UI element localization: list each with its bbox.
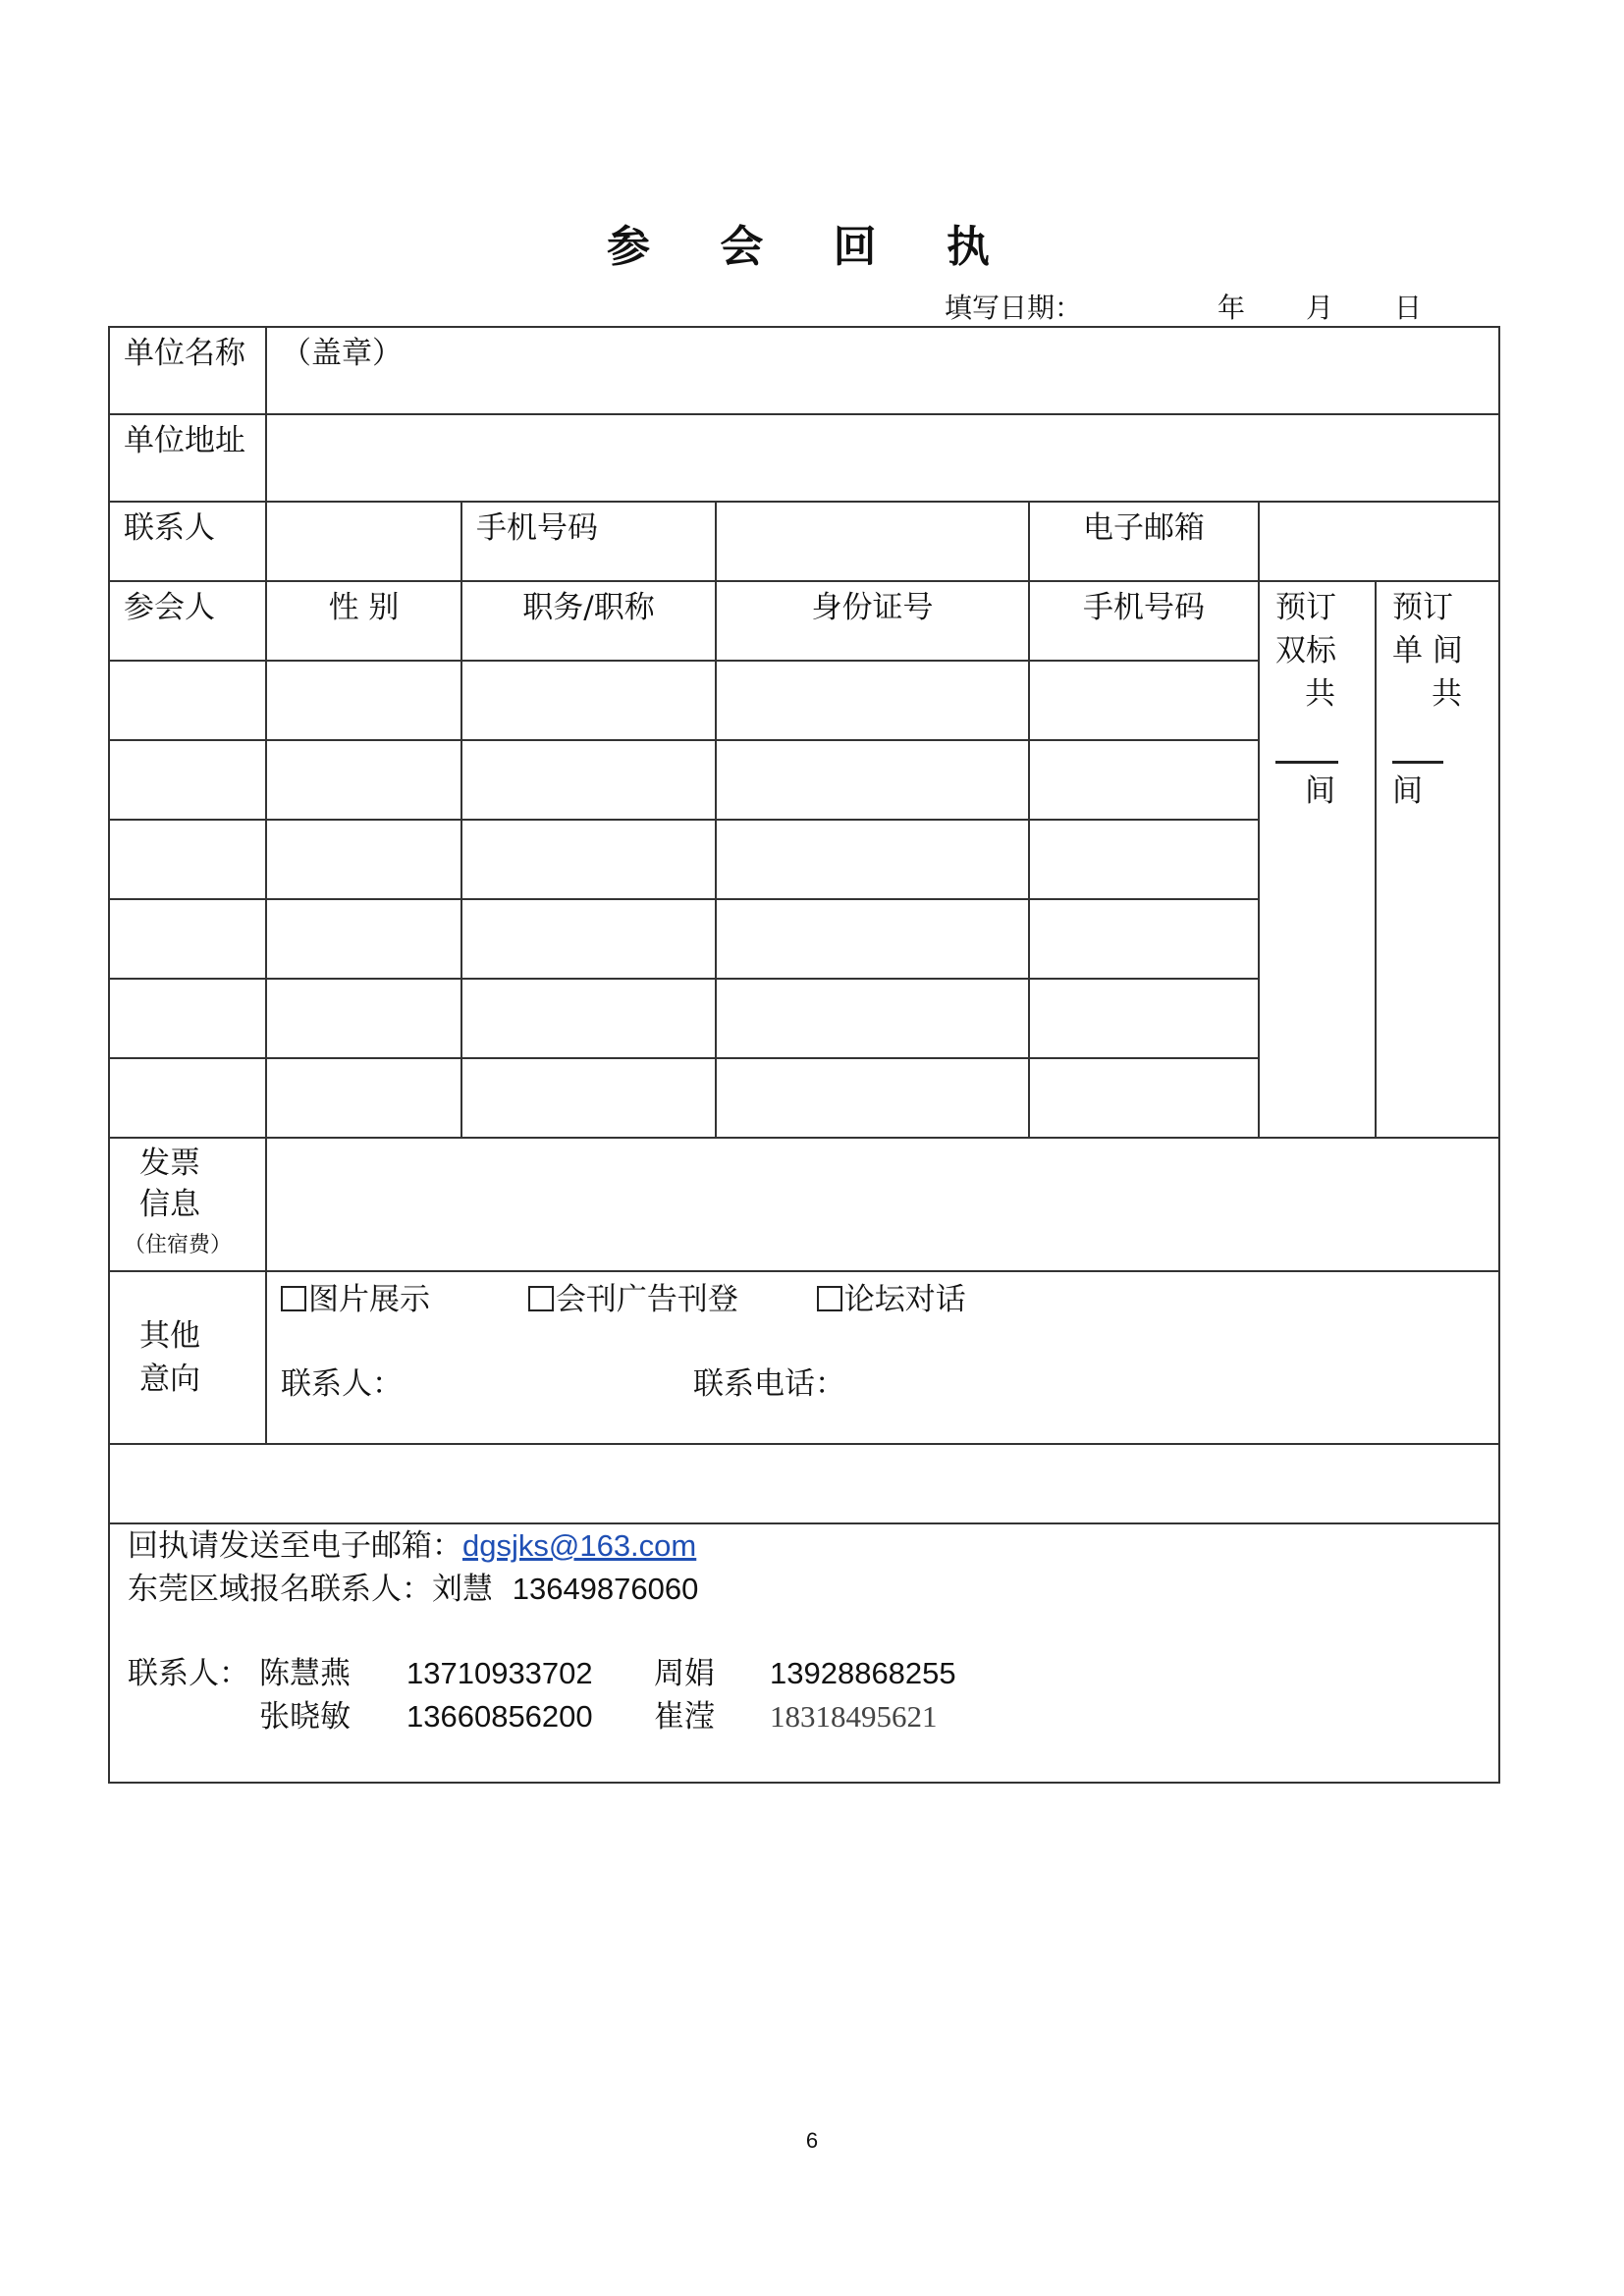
other-contact-label: 联系人： [281, 1366, 403, 1402]
invoice-row [109, 1138, 1499, 1271]
id-number-header: 身份证号 [716, 581, 1029, 661]
invoice-label-line2: 信息 [139, 1187, 200, 1222]
invoice-field[interactable] [266, 1138, 1499, 1271]
double-room-line3: 共 [1305, 676, 1335, 712]
attendee-position-cell[interactable] [461, 820, 716, 899]
date-label: 填写日期： [945, 292, 1083, 324]
attendee-position-cell[interactable] [461, 979, 716, 1058]
contact-email-label: 电子邮箱 [1029, 502, 1259, 581]
contact-name: 张晓敏 [259, 1699, 351, 1735]
single-room-line3: 共 [1432, 676, 1462, 712]
blank-row [109, 1444, 1499, 1523]
double-room-unit: 间 [1305, 774, 1335, 809]
double-room-line1: 预订 [1275, 590, 1336, 625]
date-year: 年 [1218, 292, 1246, 324]
contact-name: 陈慧燕 [259, 1656, 351, 1691]
attendee-gender-cell[interactable] [266, 979, 461, 1058]
checkbox-icon[interactable] [528, 1286, 554, 1311]
blank-field[interactable] [109, 1444, 1499, 1523]
attendee-header: 参会人 [109, 581, 266, 661]
unit-name-row [109, 327, 1499, 414]
attendee-id-cell[interactable] [716, 820, 1029, 899]
attendee-name-cell[interactable] [109, 820, 266, 899]
single-room-unit: 间 [1392, 774, 1423, 809]
attendee-position-cell[interactable] [461, 740, 716, 820]
attendee-gender-cell[interactable] [266, 740, 461, 820]
attendee-gender-cell[interactable] [266, 899, 461, 979]
single-room-count-blank[interactable] [1392, 761, 1443, 764]
option-journal-ad[interactable] [528, 1278, 738, 1321]
page-title: 参 会 回 执 [607, 222, 1017, 272]
attendee-name-cell[interactable] [109, 979, 266, 1058]
attendee-phone-cell[interactable] [1029, 1058, 1259, 1138]
other-intent-line2: 意向 [139, 1362, 200, 1397]
single-room-cell[interactable] [1376, 581, 1499, 1138]
other-intent-label-cell [109, 1271, 266, 1444]
unit-address-field[interactable] [266, 414, 1499, 502]
attendee-id-cell[interactable] [716, 979, 1029, 1058]
option-forum-dialogue-label: 论坛对话 [843, 1282, 966, 1317]
other-phone-label: 联系电话： [693, 1366, 845, 1402]
seal-note: （盖章） [281, 336, 403, 371]
unit-name-field[interactable] [266, 327, 1499, 414]
invoice-note: （住宿费） [124, 1233, 233, 1257]
attendee-gender-cell[interactable] [266, 661, 461, 740]
contact-phone-field[interactable] [716, 502, 1029, 581]
contact-email-field[interactable] [1259, 502, 1499, 581]
contact-phone-label: 手机号码 [461, 502, 716, 581]
attendees-header-row [109, 581, 1499, 661]
attendee-name-cell[interactable] [109, 661, 266, 740]
registration-form [108, 326, 1500, 1784]
option-image-display[interactable] [281, 1278, 430, 1321]
attendee-id-cell[interactable] [716, 899, 1029, 979]
attendee-gender-cell[interactable] [266, 820, 461, 899]
single-room-line2: 单 间 [1392, 633, 1463, 668]
email-prefix: 回执请发送至电子邮箱： [128, 1528, 462, 1564]
attendee-gender-cell[interactable] [266, 1058, 461, 1138]
attendee-name-cell[interactable] [109, 899, 266, 979]
page-number: 6 [805, 2128, 819, 2153]
contact-phone: 13928868255 [770, 1656, 956, 1690]
footer-info-cell [109, 1523, 1499, 1783]
footer-info-row [109, 1523, 1499, 1783]
attendee-phone-cell[interactable] [1029, 820, 1259, 899]
attendee-phone-cell[interactable] [1029, 899, 1259, 979]
attendee-phone-cell[interactable] [1029, 740, 1259, 820]
other-intent-line1: 其他 [139, 1318, 200, 1354]
attendee-phone-cell[interactable] [1029, 661, 1259, 740]
double-room-count-blank[interactable] [1275, 761, 1338, 764]
regional-phone: 13649876060 [512, 1572, 699, 1606]
other-intent-field [266, 1271, 1499, 1444]
attendee-name-cell[interactable] [109, 740, 266, 820]
gender-header: 性 别 [266, 581, 461, 661]
attendee-id-cell[interactable] [716, 1058, 1029, 1138]
attendee-name-cell[interactable] [109, 1058, 266, 1138]
contact-name: 周娟 [654, 1656, 715, 1691]
single-room-line1: 预订 [1392, 590, 1453, 625]
attendee-position-cell[interactable] [461, 899, 716, 979]
attendee-id-cell[interactable] [716, 740, 1029, 820]
double-room-cell[interactable] [1259, 581, 1376, 1138]
invoice-label-cell [109, 1138, 266, 1271]
contact-label: 联系人 [109, 502, 266, 581]
contact-row [109, 502, 1499, 581]
contact-phone: 13710933702 [406, 1656, 593, 1690]
attendee-position-cell[interactable] [461, 661, 716, 740]
contact-field[interactable] [266, 502, 461, 581]
invoice-label-line1: 发票 [139, 1146, 200, 1181]
attendee-position-cell[interactable] [461, 1058, 716, 1138]
contact-phone: 18318495621 [770, 1699, 938, 1734]
contacts-label: 联系人： [128, 1656, 249, 1691]
date-month: 月 [1306, 292, 1334, 324]
checkbox-icon[interactable] [281, 1286, 306, 1311]
regional-contact: 东莞区域报名联系人：刘慧 [128, 1572, 493, 1607]
unit-address-label: 单位地址 [109, 414, 266, 502]
unit-address-row [109, 414, 1499, 502]
unit-name-label: 单位名称 [109, 327, 266, 414]
contact-name: 崔滢 [654, 1699, 715, 1735]
option-forum-dialogue[interactable] [817, 1278, 966, 1321]
attendee-phone-header: 手机号码 [1029, 581, 1259, 661]
position-header: 职务/职称 [461, 581, 716, 661]
option-image-display-label: 图片展示 [308, 1282, 430, 1317]
option-journal-ad-label: 会刊广告刊登 [555, 1282, 738, 1317]
date-day: 日 [1394, 292, 1423, 324]
other-intent-row [109, 1271, 1499, 1444]
double-room-line2: 双标 [1275, 633, 1336, 668]
checkbox-icon[interactable] [817, 1286, 842, 1311]
attendee-phone-cell[interactable] [1029, 979, 1259, 1058]
contact-phone: 13660856200 [406, 1699, 593, 1734]
attendee-id-cell[interactable] [716, 661, 1029, 740]
reply-email-link[interactable]: dgsjks@163.com [462, 1528, 697, 1563]
